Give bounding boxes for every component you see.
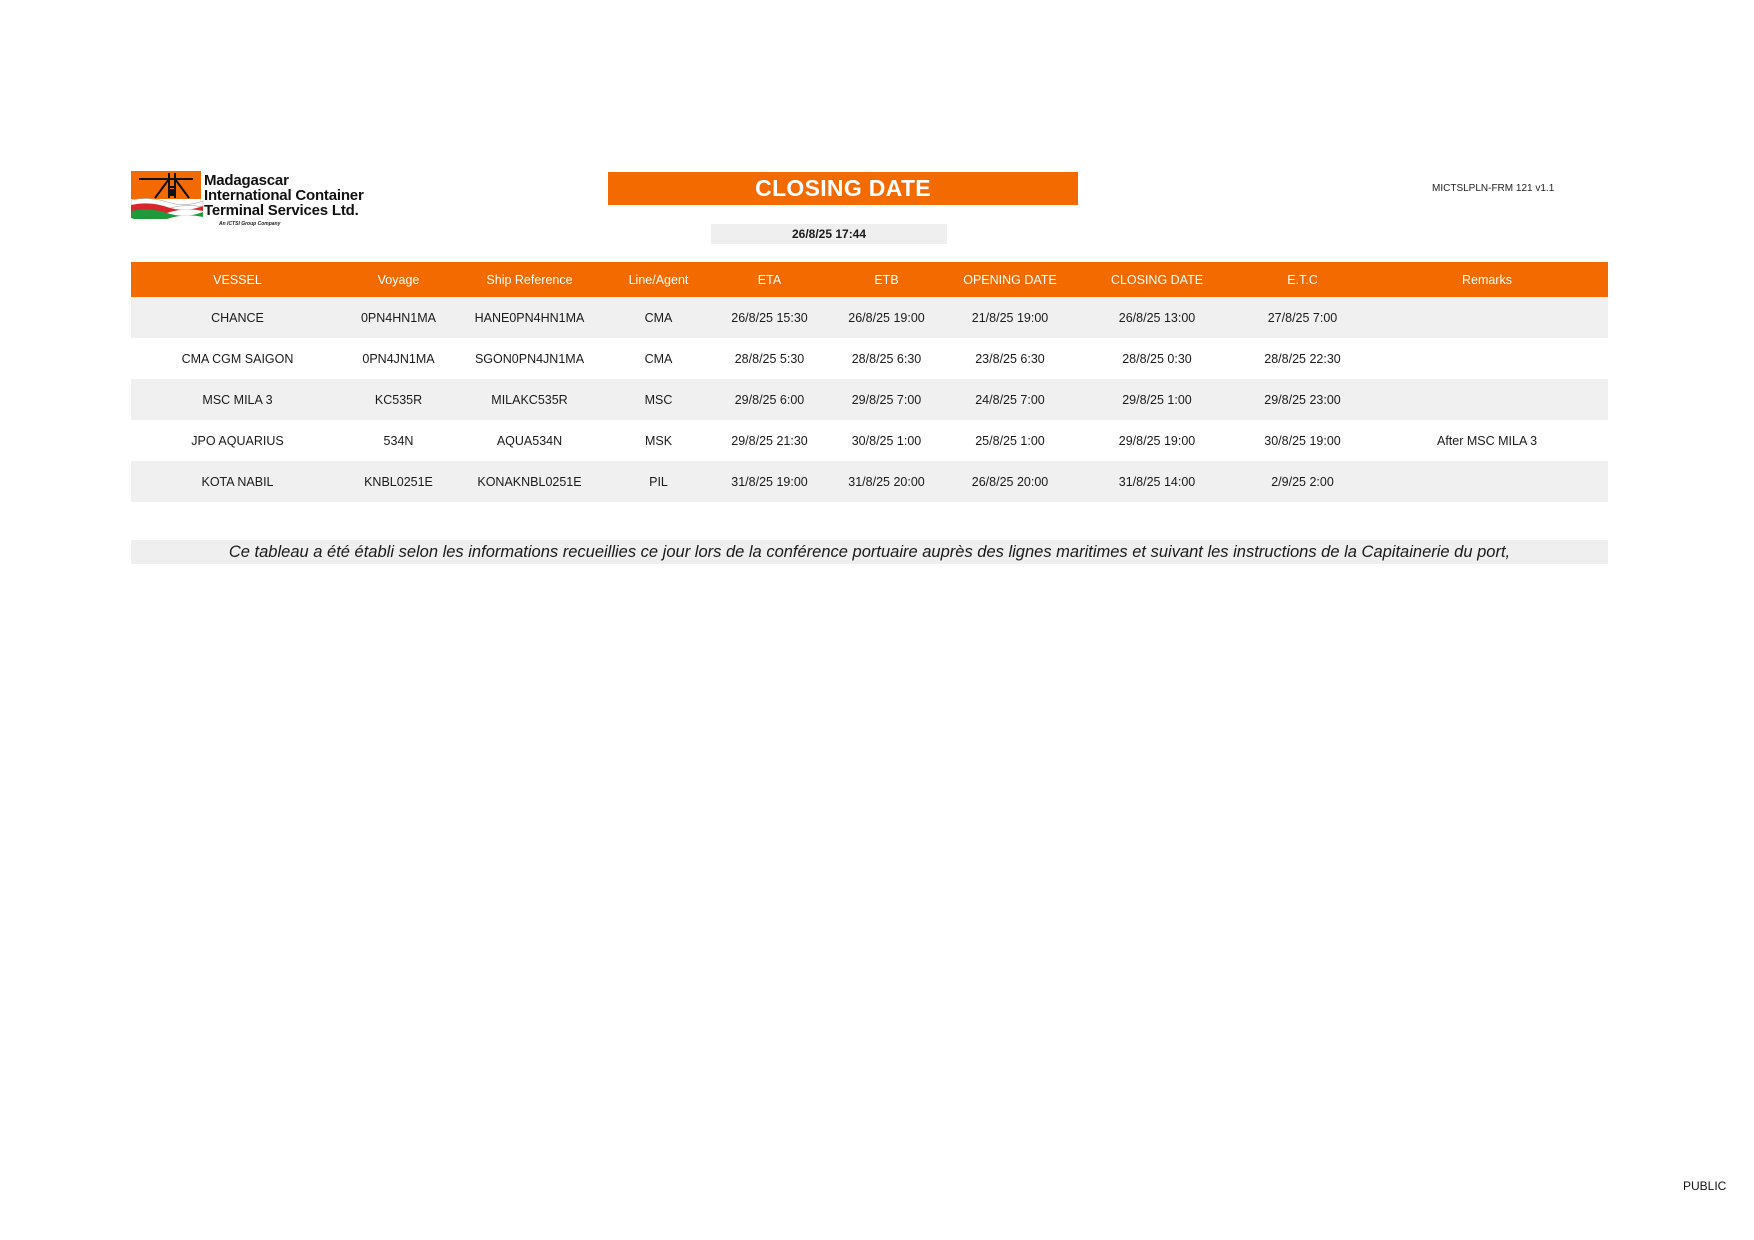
column-header-opening-date: OPENING DATE	[945, 262, 1075, 297]
column-header-ship-reference: Ship Reference	[453, 262, 606, 297]
cell-remarks	[1366, 379, 1608, 420]
cell-closing-date: 29/8/25 1:00	[1075, 379, 1239, 420]
cell-etc: 28/8/25 22:30	[1264, 351, 1341, 366]
cell-voyage: 0PN4HN1MA	[344, 297, 453, 338]
company-name-line-1: Madagascar	[204, 172, 289, 189]
column-header-vessel: VESSEL	[131, 262, 344, 297]
cell-etb: 28/8/25 6:30	[851, 351, 922, 366]
column-header-eta: ETA	[711, 262, 828, 297]
company-name-line-2: International Container	[204, 187, 364, 204]
cell-line-agent: CMA	[606, 297, 711, 338]
table-header-row	[131, 262, 1608, 297]
cell-etb: 26/8/25 19:00	[828, 297, 945, 338]
column-header-etb: ETB	[828, 262, 945, 297]
vessel-schedule-table	[131, 262, 1608, 502]
cell-etc: 30/8/25 19:00	[1264, 433, 1341, 448]
cell-opening-date: 23/8/25 6:30	[975, 351, 1045, 366]
cell-ship-reference: KONAKNBL0251E	[453, 461, 606, 502]
table-row	[131, 379, 1608, 420]
cell-ship-reference: AQUA534N	[496, 433, 563, 448]
cell-ship-reference: MILAKC535R	[453, 379, 606, 420]
disclaimer-note: Ce tableau a été établi selon les informations recueillies ce jour lors de la conférence portuaire auprès des lignes maritimes et suivant les instructions de la Capitainerie du port,	[131, 540, 1608, 564]
column-header-voyage: Voyage	[344, 262, 453, 297]
cell-remarks	[1366, 461, 1608, 502]
cell-voyage: KC535R	[344, 379, 453, 420]
cell-ship-reference: SGON0PN4JN1MA	[474, 351, 585, 366]
cell-line-agent: PIL	[606, 461, 711, 502]
cell-eta: 28/8/25 5:30	[734, 351, 805, 366]
cell-eta: 29/8/25 21:30	[731, 433, 808, 448]
cell-etc: 27/8/25 7:00	[1239, 297, 1366, 338]
cell-vessel: JPO AQUARIUS	[191, 433, 284, 448]
cell-eta: 31/8/25 19:00	[711, 461, 828, 502]
cell-closing-date: 29/8/25 19:00	[1118, 433, 1196, 448]
column-header-remarks: Remarks	[1366, 262, 1608, 297]
cell-remarks	[1366, 297, 1608, 338]
cell-vessel: CHANCE	[131, 297, 344, 338]
cell-vessel: MSC MILA 3	[131, 379, 344, 420]
column-header-closing-date: CLOSING DATE	[1075, 262, 1239, 297]
column-header-etc: E.T.C	[1239, 262, 1366, 297]
cell-closing-date: 26/8/25 13:00	[1075, 297, 1239, 338]
crane-logo-icon	[131, 171, 205, 219]
report-timestamp: 26/8/25 17:44	[711, 224, 947, 244]
company-name-line-3: Terminal Services Ltd.	[204, 202, 359, 219]
table-row	[131, 461, 1608, 502]
cell-etb: 29/8/25 7:00	[828, 379, 945, 420]
cell-voyage: 0PN4JN1MA	[362, 351, 435, 366]
company-tagline: An ICTSI Group Company	[219, 221, 281, 227]
column-header-line-agent: Line/Agent	[606, 262, 711, 297]
form-code: MICTSLPLN-FRM 121 v1.1	[1432, 183, 1555, 194]
cell-line-agent: CMA	[644, 351, 673, 366]
cell-etb: 30/8/25 1:00	[851, 433, 922, 448]
cell-line-agent: MSK	[644, 433, 673, 448]
cell-vessel: KOTA NABIL	[131, 461, 344, 502]
cell-ship-reference: HANE0PN4HN1MA	[453, 297, 606, 338]
cell-opening-date: 26/8/25 20:00	[945, 461, 1075, 502]
cell-remarks	[1366, 338, 1608, 379]
cell-remarks: After MSC MILA 3	[1436, 433, 1538, 448]
cell-line-agent: MSC	[606, 379, 711, 420]
cell-voyage: 534N	[383, 433, 414, 448]
table-row	[131, 420, 1608, 461]
table-row	[131, 338, 1608, 379]
cell-etb: 31/8/25 20:00	[828, 461, 945, 502]
cell-voyage: KNBL0251E	[344, 461, 453, 502]
cell-eta: 29/8/25 6:00	[711, 379, 828, 420]
cell-opening-date: 24/8/25 7:00	[945, 379, 1075, 420]
table-row	[131, 297, 1608, 338]
classification-label: PUBLIC	[1683, 1179, 1727, 1193]
cell-etc: 29/8/25 23:00	[1239, 379, 1366, 420]
page-title: CLOSING DATE	[608, 172, 1078, 205]
cell-closing-date: 28/8/25 0:30	[1122, 351, 1192, 366]
cell-eta: 26/8/25 15:30	[711, 297, 828, 338]
cell-etc: 2/9/25 2:00	[1239, 461, 1366, 502]
cell-opening-date: 25/8/25 1:00	[975, 433, 1045, 448]
cell-vessel: CMA CGM SAIGON	[181, 351, 294, 366]
cell-closing-date: 31/8/25 14:00	[1075, 461, 1239, 502]
cell-opening-date: 21/8/25 19:00	[945, 297, 1075, 338]
company-logo	[131, 171, 377, 229]
